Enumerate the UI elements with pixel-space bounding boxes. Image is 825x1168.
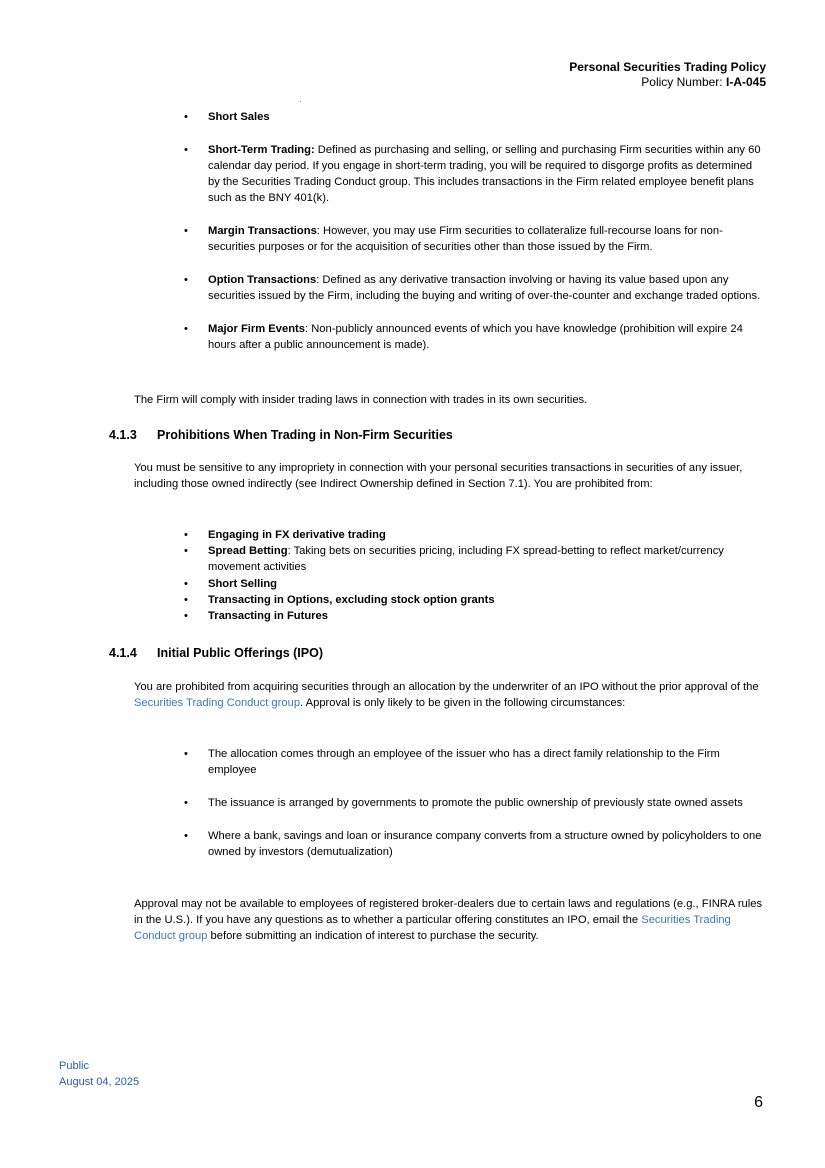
list-item — [0, 576, 825, 592]
section-heading-4-1-3 — [109, 427, 453, 443]
list-item-text: The allocation comes through an employee of the issuer who has a direct family relationship to the Firm employee — [208, 748, 720, 777]
non-firm-prohibitions-paragraph: You must be sensitive to any impropriety in connection with your personal securities transactions in securities of any issuer, including those owned indirectly (see Indirect Ownership defined in Section 7.1). You are prohibited from: — [134, 462, 743, 491]
list-item — [0, 527, 825, 543]
list-item-term: Option Transactions — [208, 273, 317, 286]
list-item — [0, 592, 825, 608]
list-item — [0, 543, 825, 575]
bullet-icon: • — [184, 143, 188, 156]
list-item-term: Short Sales — [208, 111, 270, 123]
list-item-term: Short Selling — [208, 577, 277, 590]
list-item-term: Engaging in FX derivative trading — [208, 529, 386, 541]
paragraph-text: . Approval is only likely to be given in the following circumstances: — [300, 697, 626, 710]
list-item-text: : Non-publicly announced events of which you have knowledge (prohibition will expire 24 hours after a public announcement is made). — [208, 322, 743, 352]
document-footer — [59, 1058, 139, 1090]
list-item-term: Major Firm Events — [208, 322, 305, 335]
classification-label: Public — [59, 1060, 89, 1072]
bullet-icon: • — [184, 111, 188, 123]
bullet-icon: • — [184, 593, 188, 606]
list-item-term: Short-Term Trading: — [208, 143, 315, 156]
list-item-text: : Defined as any derivative transaction involving or having its value based upon any securities issued by the Firm, including the buying and writing of over-the-counter and exchange traded options. — [208, 273, 761, 303]
bullet-icon: • — [184, 225, 188, 238]
stray-mark — [300, 101, 301, 102]
bullet-icon: • — [184, 273, 188, 286]
list-item-term: Spread Betting — [208, 545, 288, 558]
footer-date: August 04, 2025 — [59, 1076, 140, 1088]
bullet-icon: • — [184, 748, 188, 760]
non-firm-prohibitions-list — [0, 527, 825, 624]
section-heading-4-1-4 — [109, 645, 323, 661]
bullet-icon: • — [184, 610, 188, 623]
list-item — [0, 223, 825, 255]
paragraph-text: before submitting an indication of interest to purchase the security. — [207, 930, 539, 943]
policy-number-line — [569, 75, 766, 90]
policy-number: I-A-045 — [725, 75, 766, 89]
section-number: 4.1.3 — [109, 428, 137, 442]
bullet-icon: • — [184, 829, 188, 842]
list-item-term: Margin Transactions — [208, 225, 317, 238]
section-title: Initial Public Offerings (IPO) — [157, 646, 323, 660]
list-item — [0, 272, 825, 304]
list-item — [0, 746, 825, 778]
policy-title: Personal Securities Trading Policy — [569, 60, 766, 74]
bullet-icon: • — [184, 322, 188, 335]
approval-paragraph — [134, 896, 768, 945]
securities-trading-conduct-link[interactable]: Securities Trading Conduct group — [134, 697, 301, 710]
list-item — [0, 109, 825, 125]
list-item-text: : Taking bets on securities pricing, including FX spread-betting to reflect market/currency movement activities — [208, 545, 724, 574]
list-item — [0, 828, 825, 860]
policy-number-label: Policy Number: — [641, 75, 726, 89]
page-number: 6 — [754, 1094, 763, 1111]
section-title: Prohibitions When Trading in Non-Firm Securities — [157, 428, 453, 442]
list-item-text: The issuance is arranged by governments to promote the public ownership of previously state owned assets — [208, 796, 743, 809]
bullet-icon: • — [184, 529, 188, 541]
firm-prohibitions-list — [0, 109, 825, 353]
bullet-icon: • — [184, 545, 188, 558]
list-item-term: Transacting in Futures — [208, 610, 328, 623]
bullet-icon: • — [184, 796, 188, 809]
list-item-text: Where a bank, savings and loan or insurance company converts from a structure owned by policyholders to one owned by investors (demutualization) — [208, 829, 762, 858]
section-number: 4.1.4 — [109, 646, 137, 660]
document-header — [569, 60, 766, 90]
list-item — [0, 608, 825, 624]
ipo-paragraph — [134, 679, 768, 711]
bullet-icon: • — [184, 577, 188, 590]
list-item — [0, 795, 825, 811]
ipo-circumstances-list — [0, 746, 825, 860]
list-item — [0, 321, 825, 353]
list-item-term: Transacting in Options, excluding stock option grants — [208, 593, 495, 606]
paragraph-text: You are prohibited from acquiring securities through an allocation by the underwriter of an IPO without the prior approval of the — [134, 681, 759, 693]
list-item-text: : However, you may use Firm securities to collateralize full-recourse loans for non-securities purposes or for the acquisition of securities other than those issued by the Firm. — [208, 225, 723, 254]
list-item-text: Defined as purchasing and selling, or selling and purchasing Firm securities within any 60 calendar day period. If you engage in short-term trading, you will be required to disgorge profits as determined by the Securities Trading Conduct group. This includes transactions in the Firm related employee benefit plans such as the BNY 401(k). — [208, 143, 761, 205]
securities-trading-conduct-link[interactable]: Securities Trading Conduct group — [134, 914, 731, 943]
insider-trading-paragraph: The Firm will comply with insider trading laws in connection with trades in its own securities. — [134, 394, 588, 406]
paragraph-text: Approval may not be available to employees of registered broker-dealers due to certain laws and regulations (e.g., FINRA rules in the U.S.). If you have any questions as to whether a particular offering constitutes an IPO, email the — [134, 898, 763, 927]
list-item — [0, 142, 825, 207]
